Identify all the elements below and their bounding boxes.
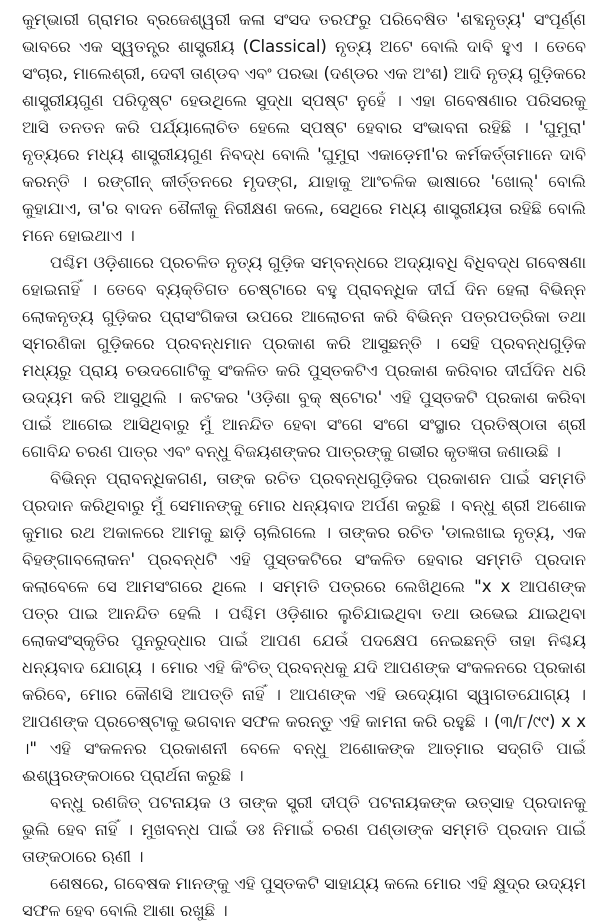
paragraph-shabdanrutya: କୁମ୍ଭାରୀ ଗ୍ରାମର ବ୍ରଜେଶ୍ୱରୀ କଳା ସଂସଦ ତରଫରୁ ପରିବେଷିତ 'ଶବ୍ଦନୃତ୍ୟ' ସଂପୂର୍ଣ୍ଣ ଭାବରେ ଏକ ସ୍ୱତନ୍ତ୍ର ଶାସ୍ତ୍ରୀୟ (Classical) ନୃତ୍ୟ ଅଟେ ବୋଲି ଦାବି ହୁଏ । ତେବେ ସଂଚାର, ମାଲେଶ୍ରୀ, ଦେବୀ ତାଣ୍ଡବ ଏବଂ ପରଭା (ଦଣ୍ଡର ଏକ ଅଂଶ) ଆଦି ନୃତ୍ୟ ଗୁଡ଼ିକରେ ଶାସ୍ତ୍ରୀୟଗୁଣ ପରିଦୃଷ୍ଟ ହେଉଥିଲେ ସୁଦ୍ଧା ସ୍ପଷ୍ଟ ନୁହେଁ । ଏହା ଗବେଷଣାର ପରିସରକୁ ଆସି ତନତନ କରି ପର୍ଯ୍ୟାଲୋଚିତ ହେଲେ ସ୍ପଷ୍ଟ ହେବାର ସଂଭାବନା ରହିଛି । 'ଘୁମୁରା' ନୃତ୍ୟରେ ମଧ୍ୟ ଶାସ୍ତ୍ରୀୟଗୁଣ ନିବଦ୍ଧ ବୋଲି 'ଘୁମୁରା ଏକାଡ଼େମୀ'ର କର୍ମକର୍ତ୍ତାମାନେ ଦାବି କରନ୍ତି । ରଙ୍ଗୀନ୍ କୀର୍ତ୍ତନରେ ମୃଦଙ୍ଗ, ଯାହାକୁ ଆଂଚଳିକ ଭାଷାରେ 'ଖୋଲ୍' ବୋଲି କୁହାଯାଏ, ତା'ର ବାଦନ ଶୈଳୀକୁ ନିରୀକ୍ଷଣ କଲେ, ସେଥିରେ ମଧ୍ୟ ଶାସ୍ତ୍ରୀୟତା ରହିଛି ବୋଲି ମନେ ହୋଇଥାଏ । xyxy=(22,10,586,245)
paragraph-acknowledgement-friends: ବନ୍ଧୁ ରଣଜିତ୍ ପଟନାୟକ ଓ ତାଙ୍କ ସ୍ତ୍ରୀ ଦୀପ୍ତି ପଟନାୟକଙ୍କ ଉତ୍ସାହ ପ୍ରଦାନକୁ ଭୁଲି ହେବ ନାହିଁ । ମୁଖବନ୍ଧ ପାଇଁ ଡଃ ନିମାଇଁ ଚରଣ ପଣ୍ଡାଙ୍କ ସମ୍ମତି ପ୍ରଦାନ ପାଇଁ ତାଙ୍କଠାରେ ଋଣୀ । xyxy=(22,793,586,866)
paragraph-western-odisha-research: ପଶ୍ଚିମ ଓଡ଼ିଶାରେ ପ୍ରଚଳିତ ନୃତ୍ୟ ଗୁଡ଼ିକ ସମ୍ବନ୍ଧରେ ଅଦ୍ୟାବଧି ବିଧିବଦ୍ଧ ଗବେଷଣା ହୋଇନାହିଁ । ତେବେ ବ୍ୟକ୍ତିଗତ ଚେଷ୍ଟାରେ ବହୁ ପ୍ରାବନ୍ଧିକ ଦୀର୍ଘ ଦିନ ହେଲା ବିଭିନ୍ନ ଲୋକନୃତ୍ୟ ଗୁଡ଼ିକର ପ୍ରାସଂଗିକତା ଉପରେ ଆଲୋଚନା କରି ବିଭିନ୍ନ ପତ୍ରପତ୍ରିକା ତଥା ସ୍ମରଣିକା ଗୁଡ଼ିକରେ ପ୍ରବନ୍ଧମାନ ପ୍ରକାଶ କରି ଆସୁଛନ୍ତି । ସେହି ପ୍ରବନ୍ଧଗୁଡ଼ିକ ମଧ୍ୟରୁ ପ୍ରାୟ ଚଉଦଗୋଟିକୁ ସଂକଳିତ କରି ପୁସ୍ତକଟିଏ ପ୍ରକାଶ କରିବାର ଦୀର୍ଘଦିନ ଧରି ଉଦ୍ୟମ କରି ଆସୁଥିଲି । କଟକର 'ଓଡ଼ିଶା ବୁକ୍ ଷ୍ଟୋର' ଏହି ପୁସ୍ତକଟି ପ୍ରକାଶ କରିବା ପାଇଁ ଆଗେଇ ଆସିଥିବାରୁ ମୁଁ ଆନନ୍ଦିତ ହେବା ସଂଗେ ସଂଗେ ସଂସ୍ଥାର ପ୍ରତିଷ୍ଠାତା ଶ୍ରୀ ଗୋବିନ୍ଦ ଚରଣ ପାତ୍ର ଏବଂ ବନ୍ଧୁ ବିଜୟଶଙ୍କର ପାତ୍ରଙ୍କୁ ଗଭୀର କୃତଜ୍ଞତା ଜଣାଉଛି । xyxy=(22,253,586,461)
paragraph-closing: ଶେଷରେ, ଗବେଷକ ମାନଙ୍କୁ ଏହି ପୁସ୍ତକଟି ସାହାଯ୍ୟ କଲେ ମୋର ଏହି କ୍ଷୁଦ୍ର ଉଦ୍ୟମ ସଫଳ ହେବ ବୋଲି ଆଶା ରଖୁଛି । xyxy=(22,874,586,920)
paragraph-acknowledgement-authors: ବିଭିନ୍ନ ପ୍ରାବନ୍ଧିକଗଣ, ତାଙ୍କ ରଚିତ ପ୍ରବନ୍ଧଗୁଡ଼ିକର ପ୍ରକାଶନ ପାଇଁ ସମ୍ମତି ପ୍ରଦାନ କରିଥିବାରୁ ମୁଁ ସେମାନଙ୍କୁ ମୋର ଧନ୍ୟବାଦ ଅର୍ପଣ କରୁଛି । ବନ୍ଧୁ ଶ୍ରୀ ଅଶୋକ କୁମାର ରଥ ଅକାଳରେ ଆମକୁ ଛାଡ଼ି ଚାଲିଗଲେ । ତାଙ୍କର ରଚିତ 'ଡାଲଖାଇ ନୃତ୍ୟ, ଏକ ବିହଙ୍ଗାବଲୋକନ' ପ୍ରବନ୍ଧଟି ଏହି ପୁସ୍ତକଟିରେ ସଂକଳିତ ହେବାର ସମ୍ମତି ପ୍ରଦାନ କଲାବେଳେ ସେ ଆମସଂଗରେ ଥିଲେ । ସମ୍ମତି ପତ୍ରରେ ଲେଖିଥିଲେ "x x ଆପଣଙ୍କ ପତ୍ର ପାଇ ଆନନ୍ଦିତ ହେଲି । ପଶ୍ଚିମ ଓଡ଼ିଶାର ଲୁଚିଯାଇଥିବା ତଥା ଉଭେଇ ଯାଇଥିବା ଲୋକସଂସ୍କୃତିର ପୁନରୁଦ୍ଧାର ପାଇଁ ଆପଣ ଯେଉଁ ପଦକ୍ଷେପ ନେଇଛନ୍ତି ତାହା ନିଶ୍ଚୟ ଧନ୍ୟବାଦ ଯୋଗ୍ୟ । ମୋର ଏହି କିଂଚିତ୍ ପ୍ରବନ୍ଧକୁ ଯଦି ଆପଣଙ୍କ ସଂକଳନରେ ପ୍ରକାଶ କରିବେ, ମୋର କୌଣସି ଆପତ୍ତି ନାହିଁ । ଆପଣଙ୍କ ଏହି ଉଦ୍ୟୋଗ ସ୍ୱାଗତଯୋଗ୍ୟ । ଆପଣଙ୍କ ପ୍ରଚେଷ୍ଟାକୁ ଭଗବାନ ସଫଳ କରନ୍ତୁ ଏହି କାମନା କରି ରହୁଛି । (୩/୮/୯୯) x x ।" ଏହି ସଂକଳନର ପ୍ରକାଶନୀ ବେଳେ ବନ୍ଧୁ ଅଶୋକଙ୍କ ଆତ୍ମାର ସଦ୍‌ଗତି ପାଇଁ ଈଶ୍ୱରଙ୍କଠାରେ ପ୍ରାର୍ଥନା କରୁଛି । xyxy=(22,469,586,785)
